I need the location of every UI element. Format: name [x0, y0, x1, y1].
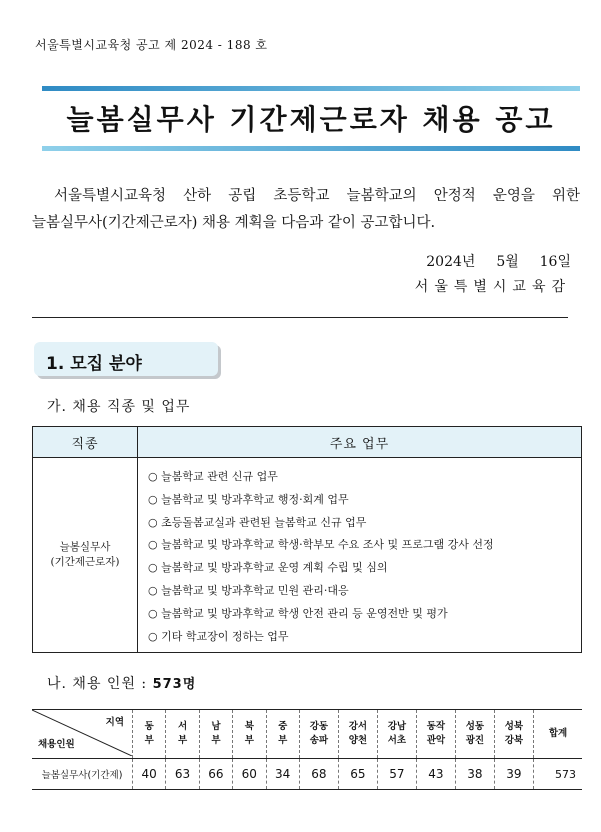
- region-header: 중 부: [266, 710, 299, 759]
- duty-item: ○ 초등돌봄교실과 관련된 늘봄학교 신규 업무: [148, 515, 367, 529]
- header-job-type: 직종: [33, 427, 138, 458]
- duty-item: ○ 늘봄학교 및 방과후학교 학생 안전 관리 등 운영전반 및 평가: [148, 606, 448, 620]
- duty-item: ○ 늘봄학교 및 방과후학교 민원 관리·대응: [148, 583, 349, 597]
- job-type-cell: [33, 458, 138, 653]
- staff-table: [32, 709, 582, 790]
- subsection-b-title: [47, 673, 196, 693]
- staff-table-row: [32, 759, 582, 790]
- region-count: 63: [166, 759, 199, 790]
- region-count: 68: [299, 759, 338, 790]
- intro-paragraph: [32, 183, 580, 237]
- region-count: 57: [377, 759, 416, 790]
- staff-axis-label: 채용인원: [38, 739, 75, 750]
- staff-table-header: [32, 710, 582, 759]
- job-type-name: 늘봄실무사: [59, 541, 111, 554]
- header-main-duties: 주요 업무: [138, 427, 582, 458]
- duty-item: ○ 늘봄학교 관련 신규 업무: [148, 470, 278, 483]
- duty-item: ○ 늘봄학교 및 방과후학교 행정·회계 업무: [148, 492, 349, 506]
- section-1-title: 1. 모집 분야: [46, 354, 142, 374]
- region-header: 강남 서초: [377, 710, 416, 759]
- region-count: 43: [416, 759, 455, 790]
- duty-item: ○ 기타 학교장이 정하는 업무: [148, 629, 289, 643]
- region-header: 남 부: [199, 710, 232, 759]
- region-count: 38: [455, 759, 494, 790]
- region-header: 성동 광진: [455, 710, 494, 759]
- intro-line-2: 늘봄실무사(기간제근로자) 채용 계획을 다음과 같이 공고합니다.: [32, 215, 436, 231]
- region-header: 서 부: [166, 710, 199, 759]
- region-axis-label: 지역: [105, 717, 124, 728]
- region-header: 동 부: [133, 710, 166, 759]
- title-bar-top: [42, 86, 580, 91]
- diagonal-header-cell: [32, 710, 133, 759]
- total-header: 합계: [534, 710, 583, 759]
- duty-item: ○ 늘봄학교 및 방과후학교 학생·학부모 수요 조사 및 프로그램 강사 선정: [148, 538, 494, 552]
- region-count: 39: [494, 759, 533, 790]
- row-label: 늘봄실무사(기간제): [32, 759, 133, 790]
- region-header: 북 부: [233, 710, 266, 759]
- duties-cell: [138, 458, 582, 653]
- region-count: 66: [199, 759, 232, 790]
- divider: [32, 317, 568, 318]
- recruit-count: 573명: [152, 677, 197, 692]
- region-count: 34: [266, 759, 299, 790]
- region-header: 성북 강북: [494, 710, 533, 759]
- total-count: 573: [534, 759, 583, 790]
- duty-table-header: [33, 427, 582, 458]
- title-bar-bottom: [42, 146, 580, 151]
- issuer: 서울특별시교육감: [414, 279, 571, 295]
- region-count: 40: [133, 759, 166, 790]
- region-header: 강동 송파: [299, 710, 338, 759]
- region-count: 65: [338, 759, 377, 790]
- duty-item: ○ 늘봄학교 및 방과후학교 운영 계획 수립 및 심의: [148, 561, 388, 575]
- duty-table-row: [33, 458, 582, 653]
- region-count: 60: [233, 759, 266, 790]
- subsection-a-title: 가. 채용 직종 및 업무: [47, 399, 191, 415]
- region-header: 강서 양천: [338, 710, 377, 759]
- intro-line-1: 서울특별시교육청 산하 공립 초등학교 늘봄학교의 안정적 운영을 위한: [54, 188, 580, 204]
- subsection-b-label: 나. 채용 인원 :: [47, 676, 153, 692]
- notice-date: 2024년 5월 16일: [426, 254, 571, 270]
- page-title: 늘봄실무사 기간제근로자 채용 공고: [66, 103, 556, 136]
- duty-table: [32, 426, 582, 653]
- region-header: 동작 관악: [416, 710, 455, 759]
- job-type-qualifier: (기간제근로자): [50, 556, 120, 569]
- notice-number: 서울특별시교육청 공고 제 2024 - 188 호: [35, 38, 268, 52]
